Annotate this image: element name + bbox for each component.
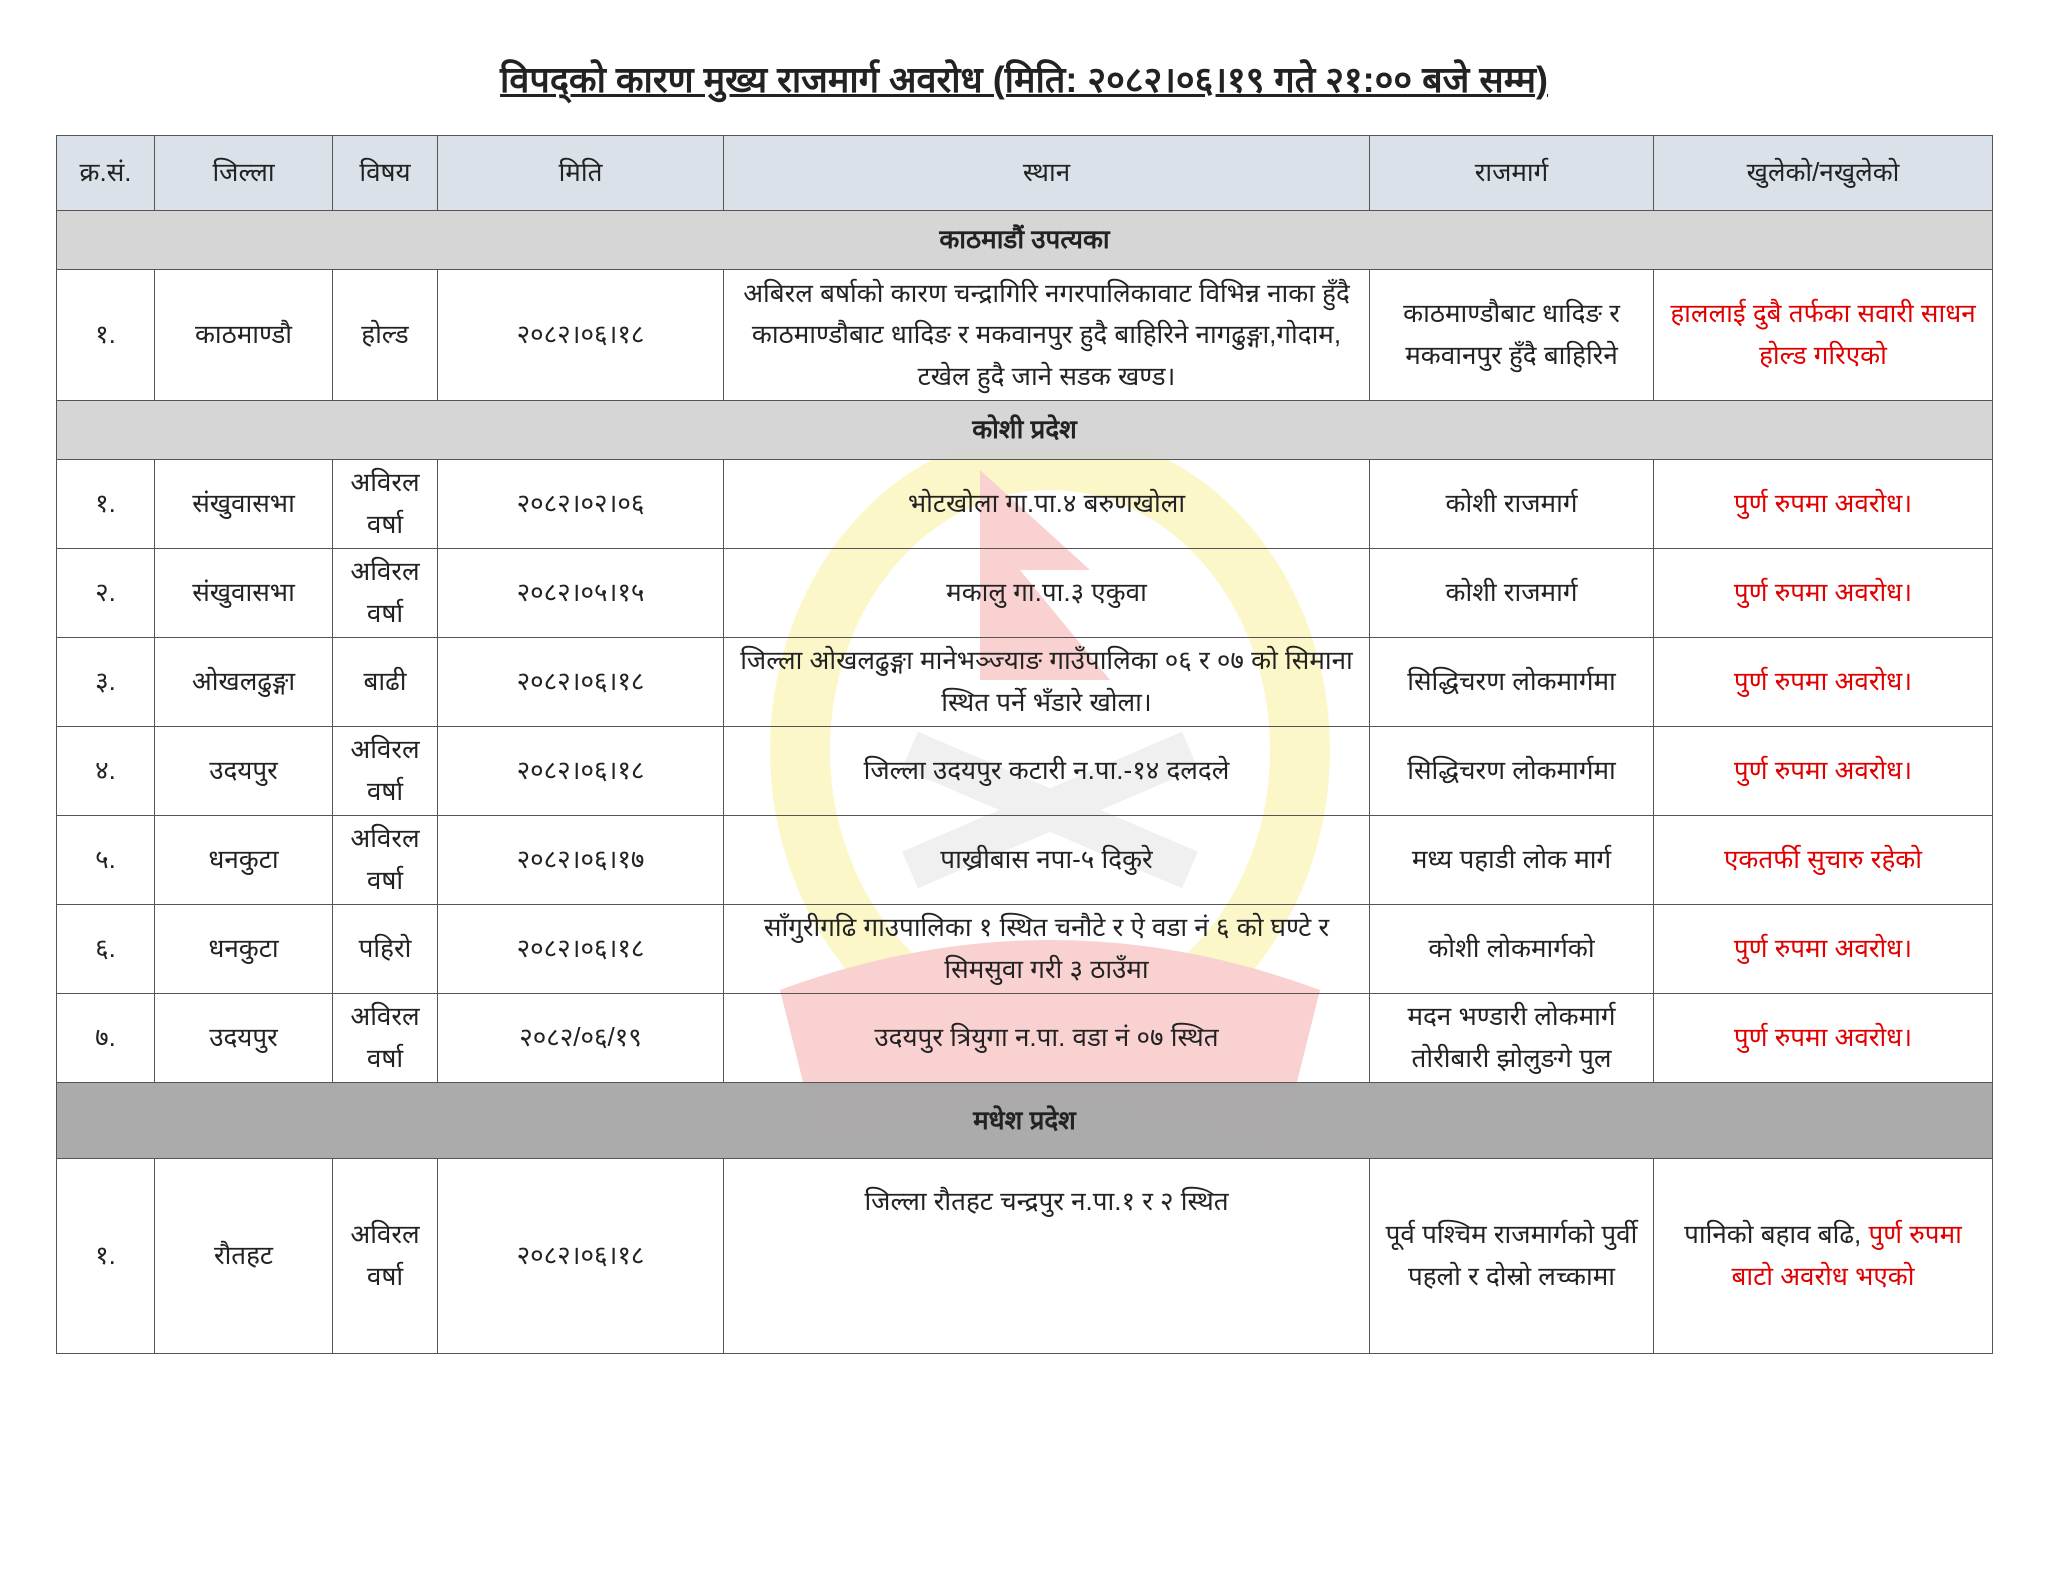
status-text: पुर्ण रुपमा बाटो अवरोध भएको	[1731, 1219, 1962, 1291]
table-row	[57, 816, 1993, 905]
highway-obstruction-table	[56, 135, 1993, 1354]
table-row	[57, 638, 1993, 727]
place-cell: जिल्ला उदयपुर कटारी न.पा.-१४ दलदले	[724, 727, 1370, 816]
status-cell: हाललाई दुबै तर्फका सवारी साधन होल्ड गरिएको	[1654, 270, 1993, 401]
highway-cell: सिद्धिचरण लोकमार्गमा	[1370, 638, 1654, 727]
subject-cell: अविरल वर्षा	[333, 1159, 438, 1354]
serial-number-cell: २.	[57, 549, 155, 638]
date-cell: २०८२।०६।१८	[438, 270, 724, 401]
serial-number-cell: १.	[57, 1159, 155, 1354]
page-title	[0, 54, 2048, 103]
serial-number-cell: १.	[57, 270, 155, 401]
region-header-row	[57, 211, 1993, 270]
serial-number-cell: ७.	[57, 994, 155, 1083]
title-text: विपद्को कारण मुख्य राजमार्ग अवरोध (मिति: २०८२।०६।१९ गते २१:०० बजे सम्म)	[500, 59, 1548, 100]
table-row	[57, 270, 1993, 401]
date-cell: २०८२।०५।१५	[438, 549, 724, 638]
date-cell: २०८२।०६।१८	[438, 727, 724, 816]
subject-cell: पहिरो	[333, 905, 438, 994]
date-cell: २०८२।०२।०६	[438, 460, 724, 549]
status-cell: पुर्ण रुपमा अवरोध।	[1654, 994, 1993, 1083]
district-cell: संखुवासभा	[155, 460, 333, 549]
header-district: जिल्ला	[155, 136, 333, 211]
highway-cell: काठमाण्डौबाट धादिङ र मकवानपुर हुँदै बाहिरिने	[1370, 270, 1654, 401]
status-cell: पुर्ण रुपमा अवरोध।	[1654, 727, 1993, 816]
highway-cell: मध्य पहाडी लोक मार्ग	[1370, 816, 1654, 905]
date-cell: २०८२।०६।१८	[438, 905, 724, 994]
table-row	[57, 1159, 1993, 1354]
subject-cell: अविरल वर्षा	[333, 994, 438, 1083]
region-header-row	[57, 1083, 1993, 1159]
header-date: मिति	[438, 136, 724, 211]
district-cell: धनकुटा	[155, 905, 333, 994]
table-row	[57, 905, 1993, 994]
header-status: खुलेको/नखुलेको	[1654, 136, 1993, 211]
serial-number-cell: ४.	[57, 727, 155, 816]
highway-cell: सिद्धिचरण लोकमार्गमा	[1370, 727, 1654, 816]
header-subject: विषय	[333, 136, 438, 211]
region-name: कोशी प्रदेश	[57, 401, 1993, 460]
header-sn: क्र.सं.	[57, 136, 155, 211]
highway-cell: मदन भण्डारी लोकमार्ग तोरीबारी झोलुङगे पुल	[1370, 994, 1654, 1083]
subject-cell: अविरल वर्षा	[333, 727, 438, 816]
table-header-row	[57, 136, 1993, 211]
highway-cell: कोशी राजमार्ग	[1370, 460, 1654, 549]
header-place: स्थान	[724, 136, 1370, 211]
serial-number-cell: १.	[57, 460, 155, 549]
date-cell: २०८२।०६।१७	[438, 816, 724, 905]
date-cell: २०८२।०६।१८	[438, 638, 724, 727]
place-cell: अबिरल बर्षाको कारण चन्द्रागिरि नगरपालिकावाट विभिन्न नाका हुँदै काठमाण्डौबाट धादिङ र मकवानपुर हुदै बाहिरिने नागढुङ्गा,गोदाम, टखेल हुदै जाने सडक खण्ड।	[724, 270, 1370, 401]
serial-number-cell: ५.	[57, 816, 155, 905]
region-header-row	[57, 401, 1993, 460]
place-cell: मकालु गा.पा.३ एकुवा	[724, 549, 1370, 638]
table-row	[57, 460, 1993, 549]
place-cell: उदयपुर त्रियुगा न.पा. वडा नं ०७ स्थित	[724, 994, 1370, 1083]
district-cell: काठमाण्डौ	[155, 270, 333, 401]
status-note: पानिको बहाव बढि,	[1684, 1219, 1869, 1250]
serial-number-cell: ३.	[57, 638, 155, 727]
status-cell: पुर्ण रुपमा अवरोध।	[1654, 549, 1993, 638]
district-cell: ओखलढुङ्गा	[155, 638, 333, 727]
place-cell: साँगुरीगढि गाउपालिका १ स्थित चनौटे र ऐ वडा नं ६ को घण्टे र सिमसुवा गरी ३ ठाउँमा	[724, 905, 1370, 994]
place-cell: भोटखोला गा.पा.४ बरुणखोला	[724, 460, 1370, 549]
district-cell: संखुवासभा	[155, 549, 333, 638]
table-row	[57, 727, 1993, 816]
serial-number-cell: ६.	[57, 905, 155, 994]
status-cell: पुर्ण रुपमा अवरोध।	[1654, 460, 1993, 549]
table-row	[57, 549, 1993, 638]
place-cell: जिल्ला रौतहट चन्द्रपुर न.पा.१ र २ स्थित	[724, 1159, 1370, 1354]
status-cell: एकतर्फी सुचारु रहेको	[1654, 816, 1993, 905]
district-cell: रौतहट	[155, 1159, 333, 1354]
subject-cell: बाढी	[333, 638, 438, 727]
status-cell	[1654, 1159, 1993, 1354]
place-cell: पाख्रीबास नपा-५ दिकुरे	[724, 816, 1370, 905]
date-cell: २०८२।०६।१८	[438, 1159, 724, 1354]
highway-cell: कोशी राजमार्ग	[1370, 549, 1654, 638]
district-cell: उदयपुर	[155, 727, 333, 816]
subject-cell: अविरल वर्षा	[333, 549, 438, 638]
status-cell: पुर्ण रुपमा अवरोध।	[1654, 905, 1993, 994]
subject-cell: अविरल वर्षा	[333, 816, 438, 905]
place-cell: जिल्ला ओखलढुङ्गा मानेभञ्ज्याङ गाउँपालिका ०६ र ०७ को सिमाना स्थित पर्ने भँडारे खोला।	[724, 638, 1370, 727]
date-cell: २०८२/०६/१९	[438, 994, 724, 1083]
highway-cell: कोशी लोकमार्गको	[1370, 905, 1654, 994]
district-cell: धनकुटा	[155, 816, 333, 905]
region-name: काठमाडौं उपत्यका	[57, 211, 1993, 270]
region-name: मधेश प्रदेश	[57, 1083, 1993, 1159]
status-cell: पुर्ण रुपमा अवरोध।	[1654, 638, 1993, 727]
subject-cell: अविरल वर्षा	[333, 460, 438, 549]
highway-cell: पूर्व पश्चिम राजमार्गको पुर्वी पहलो र दोस्रो लच्कामा	[1370, 1159, 1654, 1354]
header-highway: राजमार्ग	[1370, 136, 1654, 211]
subject-cell: होल्ड	[333, 270, 438, 401]
district-cell: उदयपुर	[155, 994, 333, 1083]
table-row	[57, 994, 1993, 1083]
